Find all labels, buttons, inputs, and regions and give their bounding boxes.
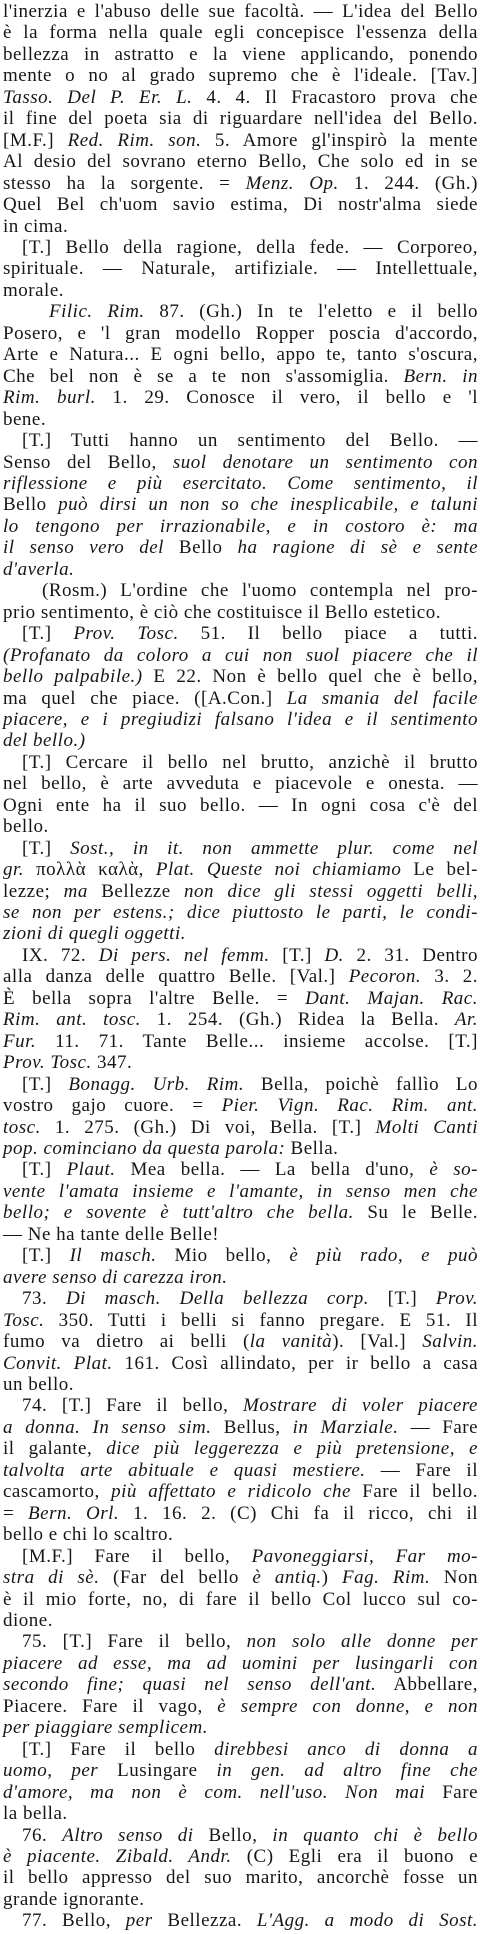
text-line: [3, 795, 478, 816]
text-line: [3, 1095, 478, 1116]
dictionary-paragraph: [3, 237, 478, 301]
italic-text-run: avere senso di carezza iron.: [3, 1266, 228, 1288]
text-run: Al desio del sovrano eterno Bello, Che solo ed in se: [3, 151, 478, 173]
text-run: Fare il bello.: [350, 1481, 478, 1503]
text-line: [3, 173, 478, 194]
text-run: 347.: [91, 1052, 133, 1074]
text-run: [T.]: [269, 944, 325, 966]
italic-text-run: Rim. ant. tosc.: [3, 1009, 141, 1031]
text-run: IX. 72.: [22, 944, 99, 966]
text-run: Su le Belle.: [353, 1202, 478, 1224]
text-run: [T.] Bello della ragione, della fede. — Corporeo,: [22, 236, 478, 258]
text-run: [M.F.] Fare il bello,: [22, 1545, 252, 1567]
text-run: πολλὰ καλὰ,: [36, 859, 156, 881]
text-line: [3, 1546, 478, 1567]
italic-text-run: Red. Rim. son.: [67, 129, 202, 151]
text-line: [3, 1460, 478, 1481]
text-line: [3, 1117, 478, 1138]
text-run: Le bel-: [401, 859, 478, 881]
text-run: [T.]: [22, 1073, 69, 1095]
text-run: =: [3, 1502, 29, 1524]
text-run: il fine del poeta sia di riguardare nell'idea del Bello.: [3, 108, 478, 130]
italic-text-run: Salvin.: [422, 1331, 478, 1353]
dictionary-paragraph: [3, 1245, 478, 1288]
text-line: [3, 773, 478, 794]
text-line: [3, 752, 478, 773]
text-line: [3, 1031, 478, 1052]
text-run: 11. 71. Tante Belle... insieme accolse. [T.]: [36, 1030, 478, 1052]
text-run: è il mio forte, no, di fare il bello Col lucco sul co-: [3, 1588, 478, 1610]
text-run: 74. [T.] Fare il bello,: [22, 1395, 244, 1417]
text-run: 3. 2.: [421, 966, 479, 988]
text-run: [T.]: [368, 1288, 436, 1310]
text-line: [3, 1374, 478, 1395]
text-run: alla danza delle quattro Belle. [Val.]: [3, 966, 349, 988]
dictionary-paragraph: [3, 301, 478, 430]
text-line: [3, 730, 478, 751]
dictionary-paragraph: [3, 1910, 478, 1931]
text-line: [3, 709, 478, 730]
text-line: [3, 1846, 478, 1867]
text-run: Bellezze: [101, 880, 171, 902]
dictionary-paragraph: [3, 430, 478, 580]
italic-text-run: è più rado, e può: [289, 1245, 478, 1267]
text-line: [3, 1074, 478, 1095]
text-run: Bella.: [285, 1138, 339, 1160]
text-line: [3, 301, 478, 322]
italic-text-run: gr.: [3, 859, 37, 881]
italic-text-run: Tosc.: [3, 1309, 45, 1331]
text-line: [3, 1481, 478, 1502]
italic-text-run: Fur.: [3, 1030, 37, 1052]
text-line: [3, 323, 478, 344]
italic-text-run: direbbesi anco di donna a: [214, 1738, 478, 1760]
text-run: (Rosm.) L'ordine che l'uomo contempla nel pro-: [42, 580, 478, 602]
italic-text-run: non dice gli stessi oggetti belli,: [170, 880, 478, 902]
text-line: [3, 1202, 478, 1223]
text-line: [3, 1288, 478, 1309]
text-line: [3, 1331, 478, 1352]
italic-text-run: riflessione e più esercitato. Come sentimento, il: [3, 472, 478, 494]
italic-text-run: Prov.: [435, 1288, 478, 1310]
italic-text-run: Di pers. nel femm.: [98, 944, 270, 966]
text-run: spirituale. — Naturale, artifiziale. — Intellettuale,: [3, 258, 478, 280]
text-run: Bello: [3, 494, 59, 516]
text-line: [3, 666, 478, 687]
italic-text-run: ma: [63, 880, 102, 902]
text-line: [3, 1159, 478, 1180]
dictionary-paragraph: [3, 1074, 478, 1160]
text-line: [3, 902, 478, 923]
text-run: Abbellare,: [376, 1674, 478, 1696]
text-line: [3, 258, 478, 279]
italic-text-run: Fag. Rim.: [342, 1567, 431, 1589]
italic-text-run: tosc.: [3, 1116, 41, 1138]
text-run: Quel Bel ch'uom savio estima, Di nostr'alma siede: [3, 194, 478, 216]
italic-text-run: secondo fine; quasi nel senso dell'ant.: [3, 1674, 377, 1696]
text-run: il bello appresso del suo marito, ancorchè fosse un: [3, 1867, 478, 1889]
italic-text-run: per piaggiare semplicem.: [3, 1717, 208, 1739]
italic-text-run: per: [125, 1910, 168, 1932]
text-run: 76.: [22, 1824, 63, 1846]
text-run: Senso del Bello,: [3, 451, 173, 473]
text-run: bello e chi lo scaltro.: [3, 1524, 174, 1546]
italic-text-run: bello palpabile.): [3, 666, 143, 688]
dictionary-paragraph: [3, 1159, 478, 1245]
dictionary-paragraph: [3, 1825, 478, 1911]
text-line: [3, 1803, 478, 1824]
text-line: [3, 452, 478, 473]
text-line: [3, 473, 478, 494]
text-line: [3, 387, 478, 408]
text-line: [3, 87, 478, 108]
text-run: cascamorto,: [3, 1481, 112, 1503]
italic-text-run: Menz. Op.: [245, 172, 339, 194]
italic-text-run: Altro senso di: [62, 1824, 209, 1846]
text-line: [3, 366, 478, 387]
italic-text-run: piacere, e i pregiudizi falsano l'idea e il sentimento: [3, 708, 478, 730]
text-line: [3, 559, 478, 580]
text-run: mente o no al grado supremo che è l'ideale. [Tav.]: [3, 65, 478, 87]
italic-text-run: Plaut.: [66, 1159, 116, 1181]
text-run: 77. Bello,: [22, 1910, 126, 1932]
text-line: [3, 344, 478, 365]
text-run: — Ne ha tante delle Belle!: [3, 1223, 220, 1245]
text-run: il galante,: [3, 1438, 107, 1460]
text-run: [T.]: [22, 837, 71, 859]
text-line: [3, 1395, 478, 1416]
text-run: Bello: [178, 537, 223, 559]
text-line: [3, 1610, 478, 1631]
italic-text-run: Convit. Plat.: [3, 1352, 113, 1374]
italic-text-run: bello; e sovente è tutt'altro che bella.: [3, 1202, 354, 1224]
italic-text-run: a donna. In senso sim.: [3, 1416, 212, 1438]
italic-text-run: (Profanato da coloro a cui non suol piacere che il: [3, 644, 478, 666]
italic-text-run: è piacente. Zibald. Andr.: [3, 1845, 232, 1867]
text-run: bene.: [3, 408, 47, 430]
text-run: la bella.: [3, 1803, 68, 1825]
text-run: bellezza in astratto e la viene applicando, ponendo: [3, 43, 478, 65]
italic-text-run: Pier. Vign. Rac. Rim. ant.: [221, 1095, 478, 1117]
text-line: [3, 945, 478, 966]
text-line: [3, 816, 478, 837]
italic-text-run: Bern. in: [403, 365, 478, 387]
italic-text-run: D.: [324, 944, 344, 966]
text-line: [3, 194, 478, 215]
italic-text-run: il senso vero del: [3, 537, 179, 559]
italic-text-run: è sempre con donne, e non: [217, 1695, 479, 1717]
text-run: 1. 275. (Gh.) Di voi, Bella. [T.]: [40, 1116, 376, 1138]
italic-text-run: Plat. Queste noi chiamiamo: [155, 859, 402, 881]
text-run: lezze;: [3, 880, 64, 902]
text-run: È bella sopra l'altre Belle. =: [3, 987, 306, 1009]
text-line: [3, 1910, 478, 1931]
text-run: un bello.: [3, 1374, 74, 1395]
text-run: [T.] Fare il bello: [22, 1738, 215, 1760]
italic-text-run: talvolta arte abituale e quasi mestiere.: [3, 1459, 366, 1481]
text-run: 350. Tutti i belli si fanno pregare. E 51. Il: [44, 1309, 478, 1331]
italic-text-run: Il masch.: [69, 1245, 157, 1267]
text-line: [3, 966, 478, 987]
text-run: Lusingare: [117, 1760, 198, 1782]
text-run: 161. Così allindato, per ir bello a casa: [112, 1352, 479, 1374]
text-run: stesso ha la sorgente. =: [3, 172, 246, 194]
italic-text-run: in Marziale.: [292, 1416, 399, 1438]
italic-text-run: stra di sè.: [3, 1567, 100, 1589]
text-line: [3, 537, 478, 558]
text-run: Bellezza.: [167, 1910, 257, 1932]
italic-text-run: Rim. burl.: [3, 387, 96, 409]
italic-text-run: se non per estens.; dice piuttosto le parti, le condi-: [3, 902, 478, 924]
italic-text-run: non solo alle donne per: [246, 1631, 478, 1653]
text-run: 1. 244. (Gh.): [338, 172, 478, 194]
text-line: [3, 1631, 478, 1652]
text-line: [3, 1245, 478, 1266]
italic-text-run: pop. cominciano da questa parola:: [3, 1138, 286, 1160]
text-run: [T.]: [22, 1245, 70, 1267]
text-line: [3, 1052, 478, 1073]
text-run: [T.] Tutti hanno un sentimento del Bello. —: [22, 430, 478, 452]
text-line: [3, 1889, 478, 1910]
text-line: [3, 1867, 478, 1888]
text-run: prio sentimento, è ciò che costituisce il Bello estetico.: [3, 601, 441, 623]
text-run: Non: [430, 1567, 479, 1589]
text-line: [3, 44, 478, 65]
italic-text-run: ha ragione di sè e sente: [222, 537, 479, 559]
text-run: ): [321, 1567, 343, 1589]
text-line: [3, 1, 478, 22]
text-run: Che bel non è se a te non s'assomiglia.: [3, 365, 404, 387]
text-run: Mio bello,: [156, 1245, 290, 1267]
text-line: [3, 1224, 478, 1245]
dictionary-paragraph: [3, 1395, 478, 1545]
text-line: [3, 923, 478, 944]
text-run: 4. 4. Il Fracastoro prova che: [192, 86, 478, 108]
italic-text-run: in gen. ad altro fine che: [197, 1760, 478, 1782]
text-run: 1. 29. Conosce il vero, il bello e 'l: [95, 387, 479, 409]
text-line: [3, 1717, 478, 1738]
italic-text-run: lo tengono per irrazionabile, e in costoro è: ma: [3, 515, 478, 537]
italic-text-run: Dant. Majan. Rac.: [305, 987, 478, 1009]
text-run: [T.] Cercare il bello nel brutto, anzichè il brutto: [22, 751, 478, 773]
text-run: nel bello, è arte avveduta e piacevole e onesta. —: [3, 773, 478, 795]
italic-text-run: Ar.: [454, 1009, 478, 1031]
text-run: in cima.: [3, 215, 69, 237]
text-run: bello.: [3, 816, 49, 838]
text-run: — Fare il: [365, 1459, 478, 1481]
text-run: 87. (Gh.) In te l'eletto e il bello: [144, 301, 478, 323]
italic-text-run: Di masch. Della bellezza corp.: [65, 1288, 369, 1310]
italic-text-run: zioni di quegli oggetti.: [3, 923, 186, 945]
text-line: [3, 494, 478, 515]
text-run: ,: [252, 1824, 273, 1846]
italic-text-run: Pecoron.: [348, 966, 422, 988]
text-line: [3, 1825, 478, 1846]
dictionary-paragraph: [3, 623, 478, 752]
text-line: [3, 1760, 478, 1781]
italic-text-run: La smania del facile: [286, 687, 478, 709]
text-run: [M.F.]: [3, 129, 68, 151]
italic-text-run: Pavoneggiarsi, Far mo-: [251, 1545, 478, 1567]
text-line: [3, 1674, 478, 1695]
text-run: Ogni ente ha il suo bello. — In ogni cosa c'è del: [3, 794, 478, 816]
italic-text-run: Prov. Tosc.: [3, 1052, 92, 1074]
text-run: 73.: [22, 1288, 66, 1310]
text-run: Arte e Natura... E ogni bello, appo te, tanto s'oscura,: [3, 344, 478, 366]
text-run: Bello: [208, 1824, 253, 1846]
text-line: [3, 688, 478, 709]
italic-text-run: Sost., in it. non ammette plur. come nel: [70, 837, 478, 859]
text-line: [3, 602, 478, 623]
dictionary-paragraph: [3, 1546, 478, 1632]
text-line: [3, 130, 478, 151]
text-line: [3, 22, 478, 43]
text-run: 1. 254. (Gh.) Ridea la Bella.: [140, 1009, 455, 1031]
text-run: è la forma nella quale egli concepisce l'essenza della: [3, 22, 478, 44]
text-line: [3, 1353, 478, 1374]
italic-text-run: d'amore, ma non è com. nell'uso. Non mai: [3, 1781, 426, 1803]
text-run: Bellus,: [211, 1416, 293, 1438]
text-line: [3, 1653, 478, 1674]
italic-text-run: L'Agg. a modo di Sost.: [256, 1910, 478, 1932]
text-run: dione.: [3, 1609, 53, 1631]
text-line: [3, 1567, 478, 1588]
text-line: [3, 516, 478, 537]
text-line: [3, 1138, 478, 1159]
italic-text-run: Tasso. Del P. Er. L.: [3, 86, 193, 108]
text-line: [3, 1782, 478, 1803]
text-run: morale.: [3, 279, 65, 301]
text-run: 51. Il bello piace a tutti.: [178, 623, 478, 645]
italic-text-run: Molti Canti: [375, 1116, 478, 1138]
text-run: [T.]: [22, 1159, 67, 1181]
text-line: [3, 237, 478, 258]
text-run: vostro gajo cuore. =: [3, 1095, 222, 1117]
text-run: Piacere. Fare il vago,: [3, 1695, 218, 1717]
text-line: [3, 1589, 478, 1610]
dictionary-paragraph: [3, 752, 478, 838]
text-line: [3, 108, 478, 129]
italic-text-run: Filic. Rim.: [49, 301, 145, 323]
text-run: [T.]: [22, 623, 74, 645]
italic-text-run: uomo, per: [3, 1760, 118, 1782]
text-line: [3, 1524, 478, 1545]
text-run: (Far del bello: [99, 1567, 253, 1589]
text-run: 2. 31. Dentro: [343, 944, 478, 966]
text-run: 75. [T.] Fare il bello,: [22, 1631, 247, 1653]
text-line: [3, 1181, 478, 1202]
text-line: [3, 430, 478, 451]
text-run: (C) Egli era il buono e: [231, 1845, 478, 1867]
italic-text-run: è antiq.: [252, 1567, 322, 1589]
text-line: [3, 409, 478, 430]
italic-text-run: più affettato e ridicolo che: [111, 1481, 351, 1503]
text-run: fumo va dietro ai belli (: [3, 1331, 250, 1353]
dictionary-paragraph: [3, 838, 478, 945]
italic-text-run: è so-: [429, 1159, 478, 1181]
italic-text-run: vente l'amata insieme e l'amante, in senso men che: [3, 1180, 478, 1202]
text-line: [3, 151, 478, 172]
text-line: [3, 580, 478, 601]
text-line: [3, 881, 478, 902]
text-line: [3, 1739, 478, 1760]
text-line: [3, 988, 478, 1009]
text-run: 1. 16. 2. (C) Chi fa il ricco, chi il: [119, 1502, 479, 1524]
text-line: [3, 859, 478, 880]
text-run: Posero, e 'l gran modello Ropper poscia d'accordo,: [3, 322, 478, 344]
dictionary-paragraph: [3, 1631, 478, 1738]
italic-text-run: dice più leggerezza e più pretensione, e: [106, 1438, 478, 1460]
text-line: [3, 1310, 478, 1331]
italic-text-run: Bern. Orl.: [28, 1502, 120, 1524]
italic-text-run: in quanto chi è bello: [272, 1824, 479, 1846]
italic-text-run: Mostrare di voler piacere: [243, 1395, 478, 1417]
italic-text-run: suol denotare un sentimento con: [172, 451, 478, 473]
text-run: Fare: [425, 1781, 478, 1803]
italic-text-run: può dirsi un non so che inesplicabile, e taluni: [58, 494, 478, 516]
text-run: ). [Val.]: [332, 1331, 423, 1353]
text-run: ma quel che piace. ([A.Con.]: [3, 687, 287, 709]
text-line: [3, 1438, 478, 1459]
text-run: 5. Amore gl'inspirò la mente: [201, 129, 478, 151]
text-run: grande ignorante.: [3, 1888, 145, 1910]
italic-text-run: Bonagg. Urb. Rim.: [68, 1073, 245, 1095]
text-line: [3, 1417, 478, 1438]
text-line: [3, 645, 478, 666]
text-line: [3, 623, 478, 644]
dictionary-paragraph: [3, 1, 478, 237]
italic-text-run: piacere ad esse, ma ad uomini per lusingarli con: [3, 1652, 478, 1674]
italic-text-run: del bello.): [3, 730, 86, 752]
text-line: [3, 1503, 478, 1524]
italic-text-run: Prov. Tosc.: [73, 623, 179, 645]
dictionary-paragraph: [3, 1288, 478, 1395]
italic-text-run: d'averla.: [3, 558, 75, 580]
text-line: [3, 280, 478, 301]
text-run: E 22. Non è bello quel che è bello,: [142, 666, 478, 688]
text-line: [3, 1696, 478, 1717]
dictionary-paragraph: [3, 1739, 478, 1825]
italic-text-run: la vanità: [249, 1331, 333, 1353]
text-run: Mea bella. — La bella d'uno,: [115, 1159, 430, 1181]
text-run: Bella, poichè fallìo Lo: [244, 1073, 478, 1095]
text-line: [3, 65, 478, 86]
text-line: [3, 1009, 478, 1030]
text-run: — Fare: [398, 1416, 479, 1438]
text-line: [3, 838, 478, 859]
dictionary-paragraph: [3, 580, 478, 623]
dictionary-paragraph: [3, 945, 478, 1074]
text-line: [3, 1267, 478, 1288]
text-run: l'inerzia e l'abuso delle sue facoltà. — L'idea del Bello: [3, 1, 478, 22]
text-line: [3, 216, 478, 237]
